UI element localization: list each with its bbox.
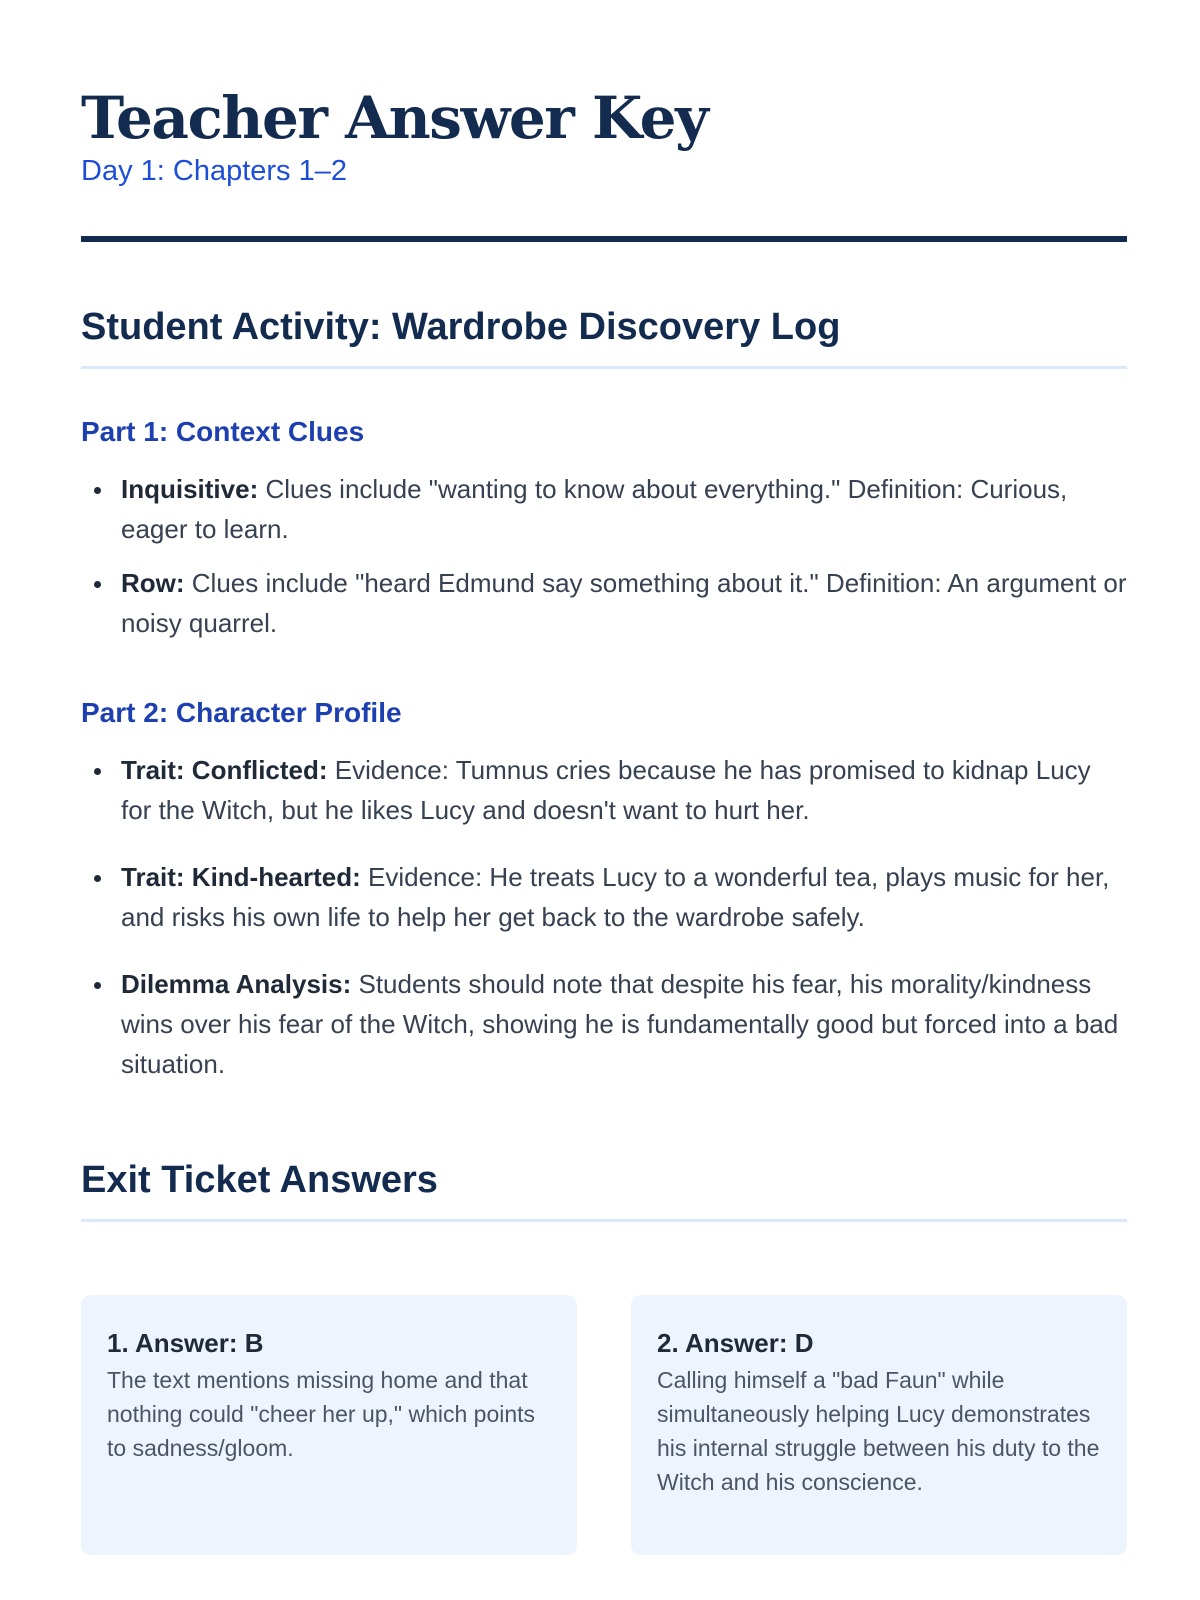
list-item-term: Inquisitive: — [121, 474, 259, 504]
answer-card-2 — [631, 1295, 1127, 1555]
page-title: Teacher Answer Key — [81, 84, 708, 152]
list-item-text: Clues include "heard Edmund say something about it." Definition: An argument or noisy quarrel. — [121, 568, 1127, 638]
activity-section-title: Student Activity: Wardrobe Discovery Log — [81, 306, 841, 348]
list-item-text: Evidence: Tumnus cries because he has promised to kidnap Lucy for the Witch, but he likes Lucy and doesn't want to hurt her. — [121, 755, 1091, 825]
list-item-term: Trait: Conflicted: — [121, 755, 328, 785]
list-item — [81, 964, 1127, 1084]
activity-section-divider — [81, 366, 1127, 369]
part2-title: Part 2: Character Profile — [81, 697, 402, 728]
character-profile-list — [81, 750, 1127, 1111]
part1-title: Part 1: Context Clues — [81, 416, 365, 447]
list-item — [81, 563, 1127, 643]
title-divider — [81, 236, 1127, 242]
answer-card-text: The text mentions missing home and that nothing could "cheer her up," which points to sadness/gloom. — [107, 1367, 536, 1461]
page-subtitle: Day 1: Chapters 1–2 — [81, 155, 347, 187]
list-item-text: Evidence: He treats Lucy to a wonderful tea, plays music for her, and risks his own life to help her get back to the wardrobe safely. — [121, 862, 1110, 932]
answer-card-title: 1. Answer: B — [107, 1328, 264, 1358]
exit-ticket-section-divider — [81, 1219, 1127, 1222]
answer-card-1 — [81, 1295, 577, 1555]
list-item — [81, 750, 1127, 830]
answer-card-text: Calling himself a "bad Faun" while simultaneously helping Lucy demonstrates his internal struggle between his duty to the Witch and his conscience. — [657, 1367, 1100, 1495]
exit-ticket-section-title: Exit Ticket Answers — [81, 1159, 438, 1201]
list-item-text: Clues include "wanting to know about everything." Definition: Curious, eager to learn. — [121, 474, 1068, 544]
list-item-term: Row: — [121, 568, 185, 598]
exit-ticket-cards — [81, 1295, 1127, 1555]
list-item — [81, 857, 1127, 937]
context-clues-list — [81, 469, 1127, 657]
list-item-text: Students should note that despite his fear, his morality/kindness wins over his fear of the Witch, showing he is fundamentally good but forced into a bad situation. — [121, 969, 1119, 1079]
list-item-term: Trait: Kind-hearted: — [121, 862, 361, 892]
answer-card-title: 2. Answer: D — [657, 1328, 814, 1358]
list-item — [81, 469, 1127, 549]
list-item-term: Dilemma Analysis: — [121, 969, 352, 999]
